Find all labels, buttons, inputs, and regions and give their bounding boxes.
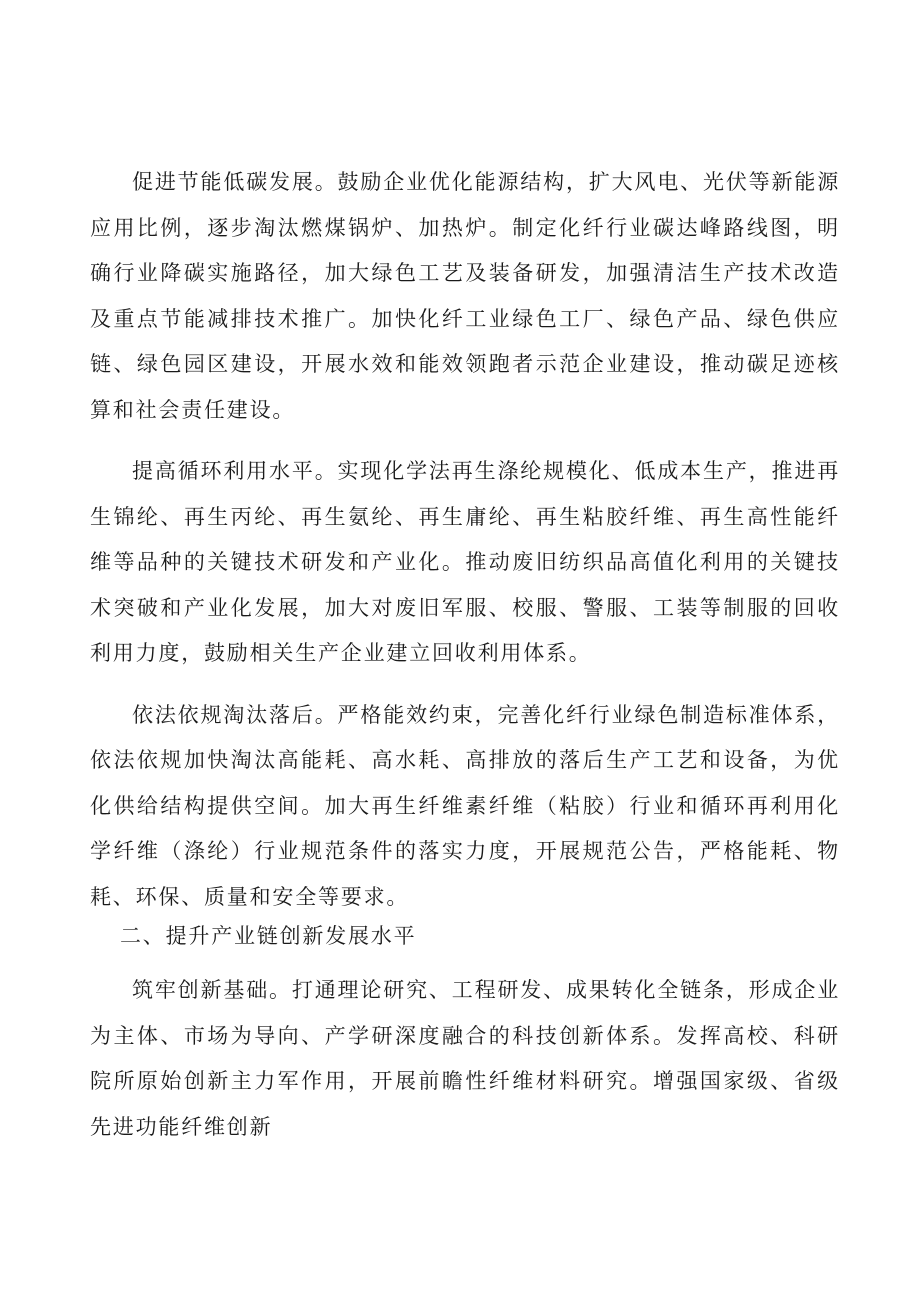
paragraph-innovation-foundation: 筑牢创新基础。打通理论研究、工程研发、成果转化全链条，形成企业为主体、市场为导向、产学研深度融合的科技创新体系。发挥高校、科研院所原始创新主力军作用，开展前瞻性纤维材料研究。增强国家级、省级先进功能纤维创新 bbox=[90, 978, 840, 1139]
paragraph-recycling: 提高循环利用水平。实现化学法再生涤纶规模化、低成本生产，推进再生锦纶、再生丙纶、再生氨纶、再生庸纶、再生粘胶纤维、再生高性能纤维等品种的关键技术研发和产业化。推动废旧纺织品高值化利用的关键技术突破和产业化发展，加大对废旧军服、校服、警服、工装等制服的回收利用力度，鼓励相关生产企业建立回收利用体系。 bbox=[90, 459, 840, 665]
paragraph-energy-saving: 促进节能低碳发展。鼓励企业优化能源结构，扩大风电、光伏等新能源应用比例，逐步淘汰燃煤锅炉、加热炉。制定化纤行业碳达峰路线图，明确行业降碳实施路径，加大绿色工艺及装备研发，加强清洁生产技术改造及重点节能减排技术推广。加快化纤工业绿色工厂、绿色产品、绿色供应链、绿色园区建设，开展水效和能效领跑者示范企业建设，推动碳足迹核算和社会责任建设。 bbox=[90, 170, 840, 422]
paragraph-eliminate-backward: 依法依规淘汰落后。严格能效约束，完善化纤行业绿色制造标准体系，依法依规加快淘汰高能耗、高水耗、高排放的落后生产工艺和设备，为优化供给结构提供空间。加大再生纤维素纤维（粘胶）行业和循环再利用化学纤维（涤纶）行业规范条件的落实力度，开展规范公告，严格能耗、物耗、环保、质量和安全等要求。 bbox=[90, 702, 840, 909]
document-body bbox=[90, 160, 840, 1150]
section-heading: 二、提升产业链创新发展水平 bbox=[120, 924, 417, 948]
